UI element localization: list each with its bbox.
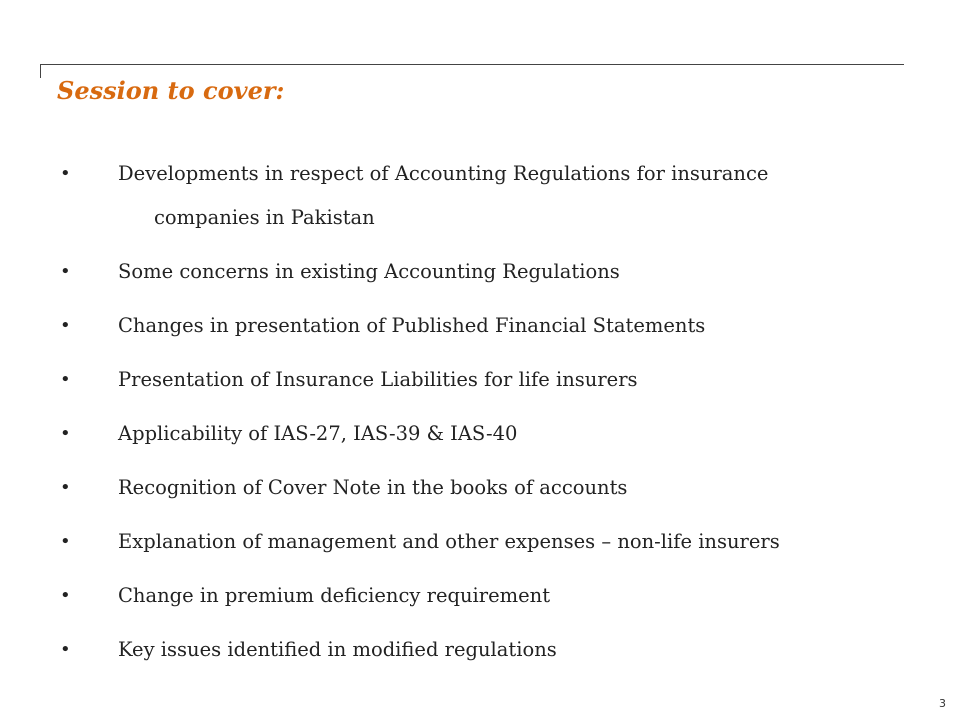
bullet-item bbox=[60, 254, 930, 290]
corner-tick bbox=[40, 64, 41, 78]
bullet-item bbox=[60, 632, 930, 668]
bullet-text: Changes in presentation of Published Financial Statements bbox=[118, 314, 706, 337]
bullet-text: Applicability of IAS-27, IAS-39 & IAS-40 bbox=[118, 422, 518, 445]
bullet-item bbox=[60, 362, 930, 398]
bullet-item bbox=[60, 308, 930, 344]
bullet-text: Presentation of Insurance Liabilities for life insurers bbox=[118, 368, 638, 391]
bullet-icon: • bbox=[60, 639, 71, 660]
bullet-icon: • bbox=[60, 163, 71, 184]
bullet-text: Recognition of Cover Note in the books of accounts bbox=[118, 476, 628, 499]
bullet-line: Developments in respect of Accounting Regulations for insurance bbox=[118, 162, 769, 185]
bullet-text: Explanation of management and other expenses – non-life insurers bbox=[118, 530, 780, 553]
bullet-text: Change in premium deficiency requirement bbox=[118, 584, 551, 607]
bullet-icon: • bbox=[60, 585, 71, 606]
bullet-item bbox=[60, 470, 930, 506]
bullet-icon: • bbox=[60, 369, 71, 390]
slide-title: Session to cover: bbox=[57, 76, 285, 105]
bullet-icon: • bbox=[60, 477, 71, 498]
top-divider bbox=[40, 64, 904, 65]
bullet-item bbox=[60, 524, 930, 560]
page-number: 3 bbox=[939, 697, 946, 710]
bullet-line-continued: companies in Pakistan bbox=[154, 206, 375, 229]
bullet-text bbox=[118, 156, 930, 244]
bullet-item bbox=[60, 156, 930, 244]
bullet-icon: • bbox=[60, 531, 71, 552]
bullet-icon: • bbox=[60, 261, 71, 282]
bullet-text: Some concerns in existing Accounting Regulations bbox=[118, 260, 620, 283]
bullet-text: Key issues identified in modified regulations bbox=[118, 638, 557, 661]
bullet-item bbox=[60, 416, 930, 452]
bullet-item bbox=[60, 578, 930, 614]
bullet-icon: • bbox=[60, 423, 71, 444]
bullet-list bbox=[60, 156, 930, 686]
bullet-icon: • bbox=[60, 315, 71, 336]
